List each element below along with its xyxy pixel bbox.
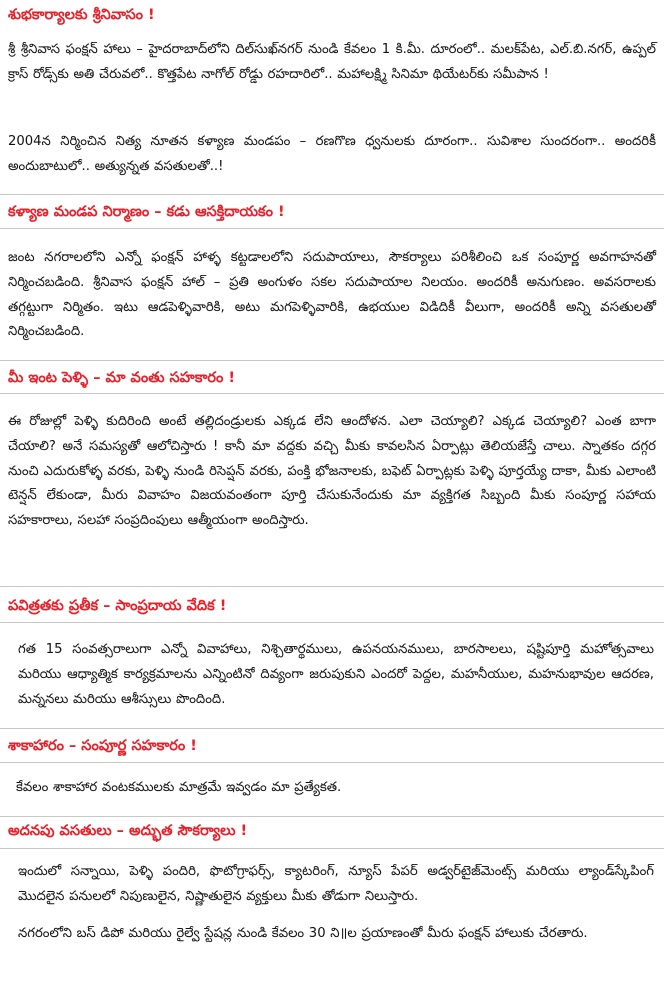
section-divider: [0, 728, 664, 729]
section-divider: [0, 816, 664, 817]
paragraph-vegetarian: కేవలం శాకాహార వంటకములకు మాత్రమే ఇవ్వడం మా ప్రత్యేకత.: [16, 780, 342, 795]
heading-vegetarian: శాకాహారం – సంపూర్ణ సహకారం !: [8, 738, 197, 754]
section-divider: [0, 228, 664, 229]
paragraph-established: 2004న నిర్మించిన నిత్య నూతన కళ్యాణ మండపం – రణగొణ ధ్వనులకు దూరంగా.. సువిశాల సుందరంగా.. అందరికీ అందుబాటులో.. అత్యున్నత వసతులతో..!: [8, 134, 656, 174]
heading-tradition: పవిత్రతకు ప్రతీక – సాంప్రదాయ వేదిక !: [8, 598, 227, 614]
paragraph-extra-facilities: ఇందులో సన్నాయి, పెళ్ళి పందిరి, ఫొటోగ్రాఫర్స్, క్యాటరింగ్, న్యూస్ పేపర్ అడ్వర్‌టైజ్‌మెంట్స్ మరియు ల్యాండ్‌స్కేపింగ్ మొదలైన పనులలో నిపుణులైన, నిష్ణాతులైన వ్యక్తులు మీకు తోడుగా నిలుస్తారు.: [18, 864, 654, 904]
section-divider: [0, 848, 664, 849]
paragraph-tradition: గత 15 సంవత్సరాలుగా ఎన్నో వివాహాలు, నిశ్చితార్థములు, ఉపనయనములు, బారసాలలు, షష్టిపూర్తి మహోత్సవాలు మరియు ఆధ్యాత్మిక కార్యక్రమాలను ఎన్నింటినో దివ్యంగా జరుపుకుని ఎందరో పెద్దల, మహనీయుల, మహనుభావుల ఆదరణ, మన్ననలు మరియు ఆశీస్సులు పొందింది.: [18, 642, 654, 707]
section-divider: [0, 622, 664, 623]
paragraph-wedding-support: ఈ రోజుల్లో పెళ్ళి కుదిరింది అంటే తల్లిదండ్రులకు ఎక్కడ లేని ఆందోళన. ఎలా చెయ్యాలి? ఎక్కడ చెయ్యాలి? ఎంత బాగా చేయాలి? అనే సమస్యతో ఆలోచిస్తారు ! కానీ మా వద్దకు వచ్చి మీకు కావలసిన ఏర్పాట్లు తెలియజేస్తే చాలు. స్నాతకం దగ్గర నుంచి ఎదురుకోళ్ళ వరకు, పెళ్ళి నుండి రిసెప్షన్ వరకు, పంక్తి భోజనాలకు, బఫెట్ ఏర్పాట్లకు పెళ్ళి పూర్తయ్యే దాకా, మీకు ఎలాంటి టెన్షన్ లేకుండా, మీరు వివాహం విజయవంతంగా పూర్తి చేసుకునేందుకు మా వ్యక్తిగత సిబ్బంది మీకు సంపూర్ణ సహాయ సహకారాలు, సలహా సంప్రదింపులు ఆత్మీయంగా అందిస్తారు.: [8, 414, 656, 529]
section-divider: [0, 586, 664, 587]
section-divider: [0, 762, 664, 763]
heading-auspicious-occasions: శుభకార్యాలకు శ్రీనివాసం !: [8, 7, 155, 23]
section-divider: [0, 393, 664, 394]
heading-construction: కళ్యాణ మండప నిర్మాణం – కడు ఆసక్తిదాయకం !: [8, 204, 285, 220]
paragraph-construction: జంట నగరాలలోని ఎన్నో ఫంక్షన్ హాళ్ళ కట్టడాలలోని సదుపాయాలు, సౌకర్యాలు పరిశీలించి ఒక సంపూర్ణ అవగాహనతో నిర్మించబడింది. శ్రీనివాస ఫంక్షన్ హాల్ – ప్రతి అంగుళం సకల సదుపాయాల నిలయం. అందరికీ అనుగుణం. అవసరాలకు తగ్గట్టుగా నిర్మితం. ఇటు ఆడపెళ్ళివారికి, అటు మగపెళ్ళివారికి, ఉభయుల విడిదికీ వీలుగా, అందరికీ అన్ని వసతులతో నిర్మించబడింది.: [8, 250, 656, 340]
section-divider: [0, 360, 664, 361]
paragraph-location: శ్రీ శ్రీనివాస ఫంక్షన్ హాలు – హైదరాబాద్‌లోని దిల్‌సుఖ్‌నగర్ నుండి కేవలం 1 కి.మీ. దూరంలో.. మలక్‌పేట, ఎల్.బి.నగర్, ఉప్పల్ క్రాస్ రోడ్స్‌కు అతి చేరువలో.. కొత్తపేట నాగోల్ రోడ్డు రహదారిలో.. మహాలక్ష్మి సినిమా థియేటర్‌కు సమీపాన !: [8, 42, 656, 82]
section-divider: [0, 194, 664, 195]
heading-extra-facilities: అదనపు వసతులు – అద్భుత సౌకర్యాలు !: [8, 823, 248, 839]
paragraph-travel-time: నగరంలోని బస్ డిపో మరియు రైల్వే స్టేషన్ల నుండి కేవలం 30 ని॥ల ప్రయాణంతో మీరు ఫంక్షన్ హాలుకు చేరతారు.: [18, 926, 588, 941]
heading-wedding-support: మీ ఇంట పెళ్ళి – మా వంతు సహకారం !: [8, 370, 235, 386]
